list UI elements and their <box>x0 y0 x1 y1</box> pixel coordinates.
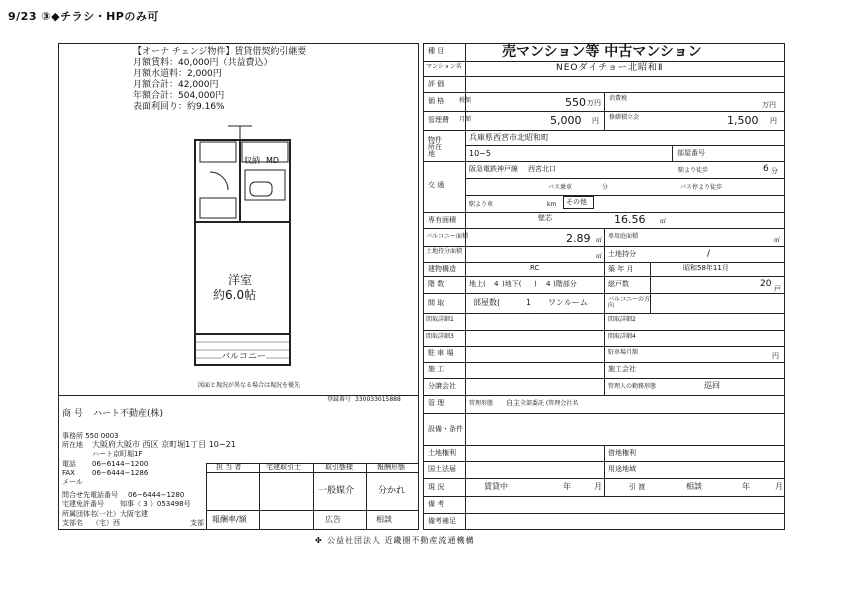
handover-year: 年 <box>742 482 750 491</box>
price-label: 価 格 <box>428 97 445 105</box>
mgmt-label: 管理費 <box>428 116 449 124</box>
trade-label: 商 号 <box>62 409 83 419</box>
walk-unit: 分 <box>771 167 778 175</box>
layout-n: 1 <box>526 298 532 307</box>
floor-above: 地上( <box>469 280 486 288</box>
builder-label: 施 工 <box>428 365 445 373</box>
floor-pos-label: )階部分 <box>553 280 577 288</box>
layout-room: 部屋数( <box>473 298 501 307</box>
balcony-area-unit: ㎡ <box>596 237 603 244</box>
branch: （宅）西 <box>92 519 120 527</box>
detail2-label: 間取詳細2 <box>608 316 636 323</box>
mgmt-form-label: 管理人の勤務形態 <box>608 383 657 390</box>
mail-label: メール <box>62 478 83 486</box>
fax: 06−6444−1286 <box>92 469 149 477</box>
branch-label: 支部名 <box>62 519 83 527</box>
bus-label: バス乗車 <box>548 184 573 191</box>
trade-name: ハート不動産(株) <box>93 409 164 419</box>
built: 昭和58年11月 <box>683 264 729 272</box>
note-label: 備 考 <box>428 500 445 508</box>
land-unit: ㎡ <box>774 237 781 244</box>
land-right-label: 土地持分 <box>608 250 636 258</box>
md-label: MD <box>266 156 280 165</box>
assoc-label: 所属団体名 <box>62 510 97 518</box>
contact-label: 問合せ先電話番号 <box>62 491 118 499</box>
tax-label: 税額 <box>459 97 472 104</box>
floors-label: 階 数 <box>428 280 445 288</box>
room-size: 約6.0帖 <box>213 288 257 302</box>
loc2: 10−5 <box>469 149 491 158</box>
staff-r2: 広告 <box>325 515 341 524</box>
other-label: その他 <box>566 198 587 206</box>
addr1: 大阪府大阪市 西区 京町堀1丁目 10−21 <box>92 440 236 449</box>
wall-label: 壁芯 <box>538 214 552 222</box>
mgmt-form: 巡回 <box>704 381 720 390</box>
parking-fee-label: 駐車場月額 <box>608 349 639 356</box>
staff-r3: 相談 <box>376 515 392 524</box>
structure: RC <box>530 264 540 272</box>
name-label: マンション名 <box>426 63 462 70</box>
consump-unit: 万円 <box>762 101 776 109</box>
direction-label: バルコニーの方向 <box>608 296 651 309</box>
floor-b: ) <box>534 280 537 288</box>
land-right-slash: / <box>707 249 711 259</box>
zoning-label: 国土法届 <box>428 465 456 473</box>
walk-value: 6 <box>763 164 769 174</box>
units-label: 総戸数 <box>608 280 629 288</box>
layout-label: 間 取 <box>428 299 445 307</box>
status-year: 年 <box>563 482 571 491</box>
tel-label: 電話 <box>62 460 76 468</box>
addr-label: 所在地 <box>62 441 83 449</box>
repair-label: 修繕積立金 <box>609 114 640 121</box>
price-unit: 万円 <box>587 99 601 107</box>
staff-r1: 報酬率/額 <box>212 515 247 524</box>
ref-label: 登録番号 <box>327 396 352 403</box>
repair-yen: 円 <box>770 117 777 125</box>
category-value: 売マンション等 中古マンション <box>502 44 702 60</box>
handover: 相談 <box>686 482 702 491</box>
reg-no: 知事（ 3 ）053498号 <box>120 500 191 508</box>
lease-label: 借地権利 <box>608 449 636 457</box>
units-unit: 戸 <box>774 285 781 293</box>
name-value: NEOダイチョー北昭和Ⅱ <box>556 63 664 73</box>
page-header: 9/23 ③◆チラシ・HPのみ可 <box>8 10 159 23</box>
detail3-label: 間取詳細3 <box>426 333 454 340</box>
staff-v4: 分かれ <box>378 486 406 496</box>
use-label: 用途地域 <box>608 465 636 473</box>
footer-text: 公益社団法人 近畿圏不動産流通機構 <box>327 536 475 545</box>
detail4-label: 間取詳細4 <box>608 333 636 340</box>
floor-under: )地下( <box>502 280 522 288</box>
bus-walk-label: バス停より徒歩 <box>680 184 723 191</box>
assoc: （一社）大阪宅建 <box>92 510 148 518</box>
from-st-label: 駅より車 <box>469 201 494 208</box>
staff-v3: 一般媒介 <box>318 486 355 496</box>
branch-suffix: 支部 <box>190 519 204 527</box>
price-value: 550 <box>565 96 586 109</box>
staff-h4: 報酬形態 <box>377 463 405 471</box>
detail1-label: 間取詳細1 <box>426 316 454 323</box>
mgmt-yen: 円 <box>592 117 599 125</box>
walk-label: 駅より徒歩 <box>678 167 709 174</box>
manage-label: 管 理 <box>428 399 445 407</box>
structure-label: 建物構造 <box>428 265 456 273</box>
appraisal-label: 評 価 <box>428 80 445 88</box>
handover-label: 引 渡 <box>629 483 646 491</box>
floor-pos: 4 <box>546 280 551 288</box>
built-label: 築 年 月 <box>608 265 634 273</box>
room-label: 洋室 <box>228 273 253 287</box>
status-month: 月 <box>594 482 602 491</box>
units: 20 <box>760 279 772 289</box>
manage-form-label: 管理形態 <box>469 400 494 407</box>
seller-label: 分譲会社 <box>428 382 456 390</box>
balcony-label: バルコニー <box>221 352 267 362</box>
consump-label: 消費税 <box>609 95 628 102</box>
manage-form: 自主 <box>506 399 520 407</box>
area-value: 16.56 <box>614 213 646 226</box>
fax-label: FAX <box>62 469 75 477</box>
km-unit: km <box>547 201 557 208</box>
parking-label: 駐 車 場 <box>428 349 454 357</box>
traffic-label: 交 通 <box>428 181 445 189</box>
reg-label: 宅建免許番号 <box>62 500 104 508</box>
monthly-label: 月額 <box>459 116 472 123</box>
station: 西宮北口 <box>528 165 556 173</box>
land-share-unit: ㎡ <box>596 253 603 260</box>
staff-h2: 宅建取引士 <box>266 463 301 471</box>
parking-yen: 円 <box>772 352 779 360</box>
summary-line: 月額水道料：2,000円 <box>133 69 222 79</box>
summary-line: 月額賃料：40,000円（共益費込） <box>133 58 273 68</box>
contact-tel: 06−6444−1280 <box>128 491 185 499</box>
floor-a: 4 <box>494 280 499 288</box>
bus-min: 分 <box>602 184 609 191</box>
layout-type: ワンルーム <box>548 298 588 307</box>
storage-label: 収納 <box>244 156 260 165</box>
land-share-label: 土地持分面積 <box>426 248 463 255</box>
handover-month: 月 <box>775 482 783 491</box>
balcony-area-label: バルコニー面積 <box>426 233 469 240</box>
plan-note: 図面と現況が異なる場合は現況を優先 <box>198 382 301 389</box>
status-label: 現 況 <box>428 483 445 491</box>
license: 事務所 550 0003 <box>62 432 119 440</box>
summary-line: 表面利回り：約9.16% <box>133 102 225 112</box>
floor-plan <box>190 112 300 384</box>
balcony-area: 2.89 <box>566 232 591 245</box>
tel: 06−6144−1200 <box>92 460 149 468</box>
summary-line: 月額合計：42,000円 <box>133 80 219 90</box>
summary-title: 【オーナ チェンジ物件】賃貸借契約引継要 <box>133 47 307 57</box>
misc-label: 設備・条件 <box>428 425 463 433</box>
area-unit: ㎡ <box>660 218 667 225</box>
staff-h1: 担 当 者 <box>216 463 242 471</box>
category-label: 種 目 <box>428 47 445 55</box>
loc-label: 物件所在地 <box>428 136 442 158</box>
note2-label: 備考補足 <box>428 517 456 525</box>
footer-logo-icon: ✤ <box>315 536 322 545</box>
land-r-label: 土地権利 <box>428 449 456 457</box>
land-label: 専用庭面積 <box>608 233 639 240</box>
mgmt-fee: 5,000 <box>550 114 582 127</box>
room-no-label: 部屋番号 <box>677 149 705 157</box>
area-label: 専有面積 <box>428 216 456 224</box>
status: 賃貸中 <box>484 482 508 491</box>
ref-no: 330033015888 <box>355 396 401 403</box>
summary-line: 年額合計：504,000円 <box>133 91 225 101</box>
const-co-label: 施工会社 <box>608 365 636 373</box>
line: 阪急電鉄神戸線 <box>469 165 518 173</box>
addr2: ハート京町堀1F <box>92 450 143 458</box>
staff-h3: 取引態様 <box>325 463 353 471</box>
repair-fee: 1,500 <box>727 114 759 127</box>
loc1: 兵庫県西宮市北昭和町 <box>469 133 549 142</box>
manage-co: 全部委託 (管理会社名 <box>520 400 579 407</box>
